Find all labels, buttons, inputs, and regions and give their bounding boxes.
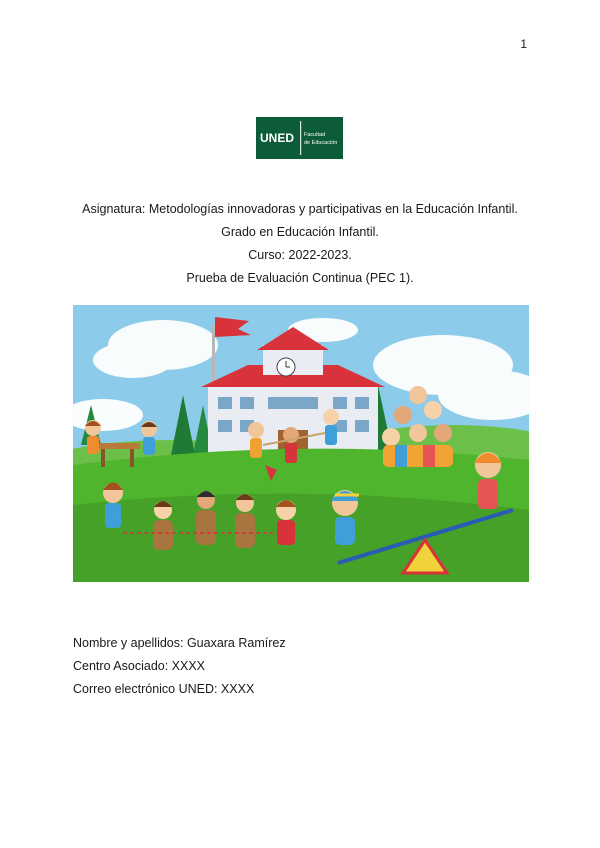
course-line: Curso: 2022-2023. — [248, 248, 352, 262]
logo-faculty-line1: Facultad — [304, 132, 326, 138]
logo-brand-text: UNED — [260, 131, 295, 145]
uned-logo — [256, 117, 343, 159]
page-number: 1 — [520, 37, 527, 51]
student-info — [73, 632, 286, 701]
degree-line: Grado en Educación Infantil. — [221, 225, 379, 239]
student-email: Correo electrónico UNED: XXXX — [73, 682, 255, 696]
assessment-line: Prueba de Evaluación Continua (PEC 1). — [186, 271, 414, 285]
grass-front — [73, 494, 529, 582]
student-name: Nombre y apellidos: Guaxara Ramírez — [73, 636, 286, 650]
title-block — [0, 198, 600, 290]
school-playground-illustration — [73, 305, 529, 582]
subject-line: Asignatura: Metodologías innovadoras y participativas en la Educación Infantil. — [82, 202, 518, 216]
logo-faculty-line2: de Educación — [304, 140, 338, 146]
associated-center: Centro Asociado: XXXX — [73, 659, 206, 673]
